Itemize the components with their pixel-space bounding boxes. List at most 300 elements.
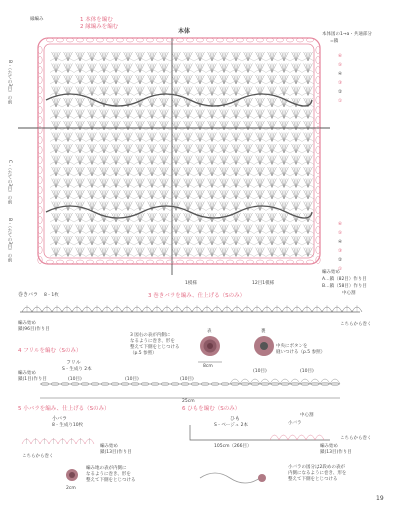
stitch-fan [134,248,146,257]
stitch-fan [242,144,254,153]
stitch-fan [278,213,290,222]
stitch-fan [254,144,266,153]
stitch-fan [302,133,314,142]
stitch-fan [302,190,314,199]
rose-note-2: なるように巻き、形を [130,339,175,344]
stitch-fan [218,225,230,234]
stitch-fan [194,156,206,165]
bottom-label-2: 12目1模様 [252,281,275,286]
stitch-fan [134,179,146,188]
stitch-fan [266,190,278,199]
start-note-3: B…鎖（58目）作り目 [322,284,367,289]
small-rose-note-1: 編み地の表が内側に [86,466,127,471]
rose-start-2: 鎖(96目)作り目 [18,327,50,332]
stitch-fan [74,225,86,234]
stitch-fan [230,75,242,84]
stitch-fan [230,144,242,153]
stitch-fan [266,121,278,130]
stitch-fan [146,98,158,107]
stitch-fan [158,110,170,119]
stitch-fan [290,236,302,245]
stitch-fan [230,52,242,61]
stitch-fan [122,121,134,130]
stitch-fan [50,75,62,84]
stitch-fan [158,121,170,130]
section-6-title: 6 ひもを編む（Sのみ） [182,406,241,412]
stitch-fan [122,167,134,176]
stitch-fan [278,121,290,130]
stitch-fan [158,144,170,153]
stitch-fan [134,202,146,211]
stitch-grid [50,52,314,257]
stitch-fan [302,64,314,73]
stitch-fan [98,167,110,176]
stitch-fan [50,225,62,234]
stitch-fan [86,167,98,176]
stitch-fan [98,156,110,165]
stitch-fan [230,236,242,245]
stitch-fan [110,248,122,257]
rose-note-1: 3 図右の表が内側に [130,333,171,338]
stitch-fan [110,87,122,96]
stitch-fan [278,133,290,142]
stitch-fan [206,121,218,130]
stitch-fan [98,225,110,234]
stitch-fan [98,236,110,245]
stitch-fan [50,52,62,61]
cord-chain-line [190,425,330,440]
rose-note-3: 整えて下側をとじつける [130,345,180,350]
stitch-fan [266,213,278,222]
stitch-fan [242,167,254,176]
stitch-fan [74,236,86,245]
stitch-fan [122,190,134,199]
row-num-top-6: ⑥ [338,54,343,59]
stitch-fan [158,167,170,176]
stitch-fan [242,133,254,142]
stitch-fan [230,156,242,165]
stitch-fan [98,121,110,130]
row-num-top-2: ② [338,90,343,95]
stitch-fan [194,179,206,188]
stitch-fan [194,121,206,130]
row-num-top-5: ⑤ [338,63,343,68]
stitch-fan [302,236,314,245]
stitch-fan [62,121,74,130]
stitch-fan [110,190,122,199]
section-5-title: 5 小バラを編み、仕上げる（Sのみ） [18,406,110,412]
stitch-fan [146,213,158,222]
cord-length: 105cm（266目） [214,444,252,449]
stitch-fan [98,133,110,142]
stitch-fan [146,121,158,130]
stitch-fan [182,133,194,142]
stitch-fan [194,190,206,199]
stitch-fan [242,225,254,234]
small-rose-sublabel: 8 - 生成り10枚 [52,423,84,428]
cord-rose-arch [315,435,324,440]
stitch-fan [230,248,242,257]
stitch-fan [146,52,158,61]
stitch-fan [218,52,230,61]
stitch-fan [146,156,158,165]
stitch-fan [134,236,146,245]
stitch-fan [230,225,242,234]
stitch-fan [206,52,218,61]
stitch-fan [110,236,122,245]
stitch-fan [194,133,206,142]
small-rose-size: 2cm [66,486,76,491]
stitch-fan [194,225,206,234]
stitch-fan [134,52,146,61]
stitch-fan [86,156,98,165]
stitch-fan [62,179,74,188]
stitch-fan [182,213,194,222]
stitch-fan [218,236,230,245]
stitch-fan [242,87,254,96]
stitch-fan [182,110,194,119]
stitch-fan [290,121,302,130]
stitch-fan [242,75,254,84]
legend-line-1: 本体図の1→a・共通部分 [322,32,372,37]
stitch-fan [290,225,302,234]
edging-label: 縁編み [30,17,44,22]
stitch-fan [218,190,230,199]
stitch-fan [86,110,98,119]
stitch-fan [146,110,158,119]
stitch-fan [134,110,146,119]
stitch-fan [86,179,98,188]
small-rose-start-1: 編み始め [100,444,118,449]
legend-line-2: =鎖 [330,39,339,44]
stitch-fan [122,110,134,119]
frill-rep-2: (10目) [125,377,139,382]
stitch-fan [62,167,74,176]
stitch-fan [158,248,170,257]
cord-direction: こちらから巻く [340,436,372,441]
stitch-fan [278,52,290,61]
stitch-fan [146,64,158,73]
stitch-fan [98,110,110,119]
start-note-1: 編み始め [322,270,340,275]
stitch-fan [278,75,290,84]
bottom-label-1: 1模様 [185,281,197,286]
stitch-fan [146,190,158,199]
stitch-fan [242,213,254,222]
stitch-fan [62,75,74,84]
stitch-fan [206,110,218,119]
stitch-fan [218,248,230,257]
stitch-fan [254,179,266,188]
stitch-fan [50,98,62,107]
stitch-fan [266,64,278,73]
stitch-fan [182,144,194,153]
stitch-fan [134,167,146,176]
stitch-fan [266,52,278,61]
stitch-fan [218,87,230,96]
stitch-fan [206,179,218,188]
stitch-fan [122,225,134,234]
stitch-fan [254,167,266,176]
stitch-fan [266,98,278,107]
stitch-fan [158,156,170,165]
stitch-fan [278,87,290,96]
stitch-fan [290,87,302,96]
stitch-fan [206,87,218,96]
stitch-fan [110,156,122,165]
stitch-fan [194,144,206,153]
stitch-fan [134,225,146,234]
stitch-fan [110,225,122,234]
stitch-fan [254,156,266,165]
row-num-top-1: ① [338,99,343,104]
stitch-fan [110,121,122,130]
stitch-fan [194,87,206,96]
stitch-fan [218,110,230,119]
stitch-fan [206,133,218,142]
stitch-fan [230,133,242,142]
stitch-fan [302,121,314,130]
stitch-fan [98,52,110,61]
stitch-fan [98,64,110,73]
stitch-fan [290,167,302,176]
stitch-fan [146,75,158,84]
stitch-fan [50,110,62,119]
stitch-fan [230,121,242,130]
stitch-fan [194,248,206,257]
stitch-fan [74,64,86,73]
stitch-fan [278,190,290,199]
cord-start-2: 鎖(13目)作り目 [320,450,352,455]
stitch-fan [302,110,314,119]
step-2-label: 2 縁編みを編む [80,24,119,30]
rose-back-illustration [254,336,274,356]
stitch-fan [86,121,98,130]
stitch-fan [254,98,266,107]
stitch-fan [74,248,86,257]
stitch-fan [158,179,170,188]
stitch-fan [62,144,74,153]
rose-front: 表 [207,329,212,334]
stitch-fan [290,248,302,257]
stitch-fan [302,179,314,188]
stitch-fan [158,213,170,222]
stitch-fan [290,52,302,61]
cord-sublabel: S - ベージュ 2本 [214,423,248,428]
stitch-fan [74,110,86,119]
stitch-fan [266,110,278,119]
stitch-fan [278,64,290,73]
stitch-fan [206,248,218,257]
stitch-fan [158,52,170,61]
stitch-fan [86,225,98,234]
stitch-fan [302,156,314,165]
cord-rose-arch [270,435,279,440]
rose-back: 裏 [261,329,266,334]
stitch-fan [254,64,266,73]
stitch-fan [242,64,254,73]
stitch-fan [134,133,146,142]
stitch-fan [254,248,266,257]
stitch-fan [182,179,194,188]
left-note-2: C・（たての3目）の前 [7,160,12,205]
frill-length: 25cm [182,399,195,404]
stitch-fan [86,133,98,142]
stitch-fan [122,87,134,96]
stitch-fan [146,167,158,176]
small-rose-illustration [66,469,78,481]
stitch-fan [302,87,314,96]
frill-sublabel: S - 生成り 2本 [62,367,92,372]
stitch-fan [134,121,146,130]
stitch-fan [266,236,278,245]
stitch-fan [242,121,254,130]
stitch-fan [182,64,194,73]
stitch-fan [278,248,290,257]
stitch-fan [182,248,194,257]
stitch-fan [278,225,290,234]
stitch-fan [86,248,98,257]
stitch-fan [230,179,242,188]
stitch-fan [254,213,266,222]
stitch-fan [146,236,158,245]
stitch-fan [98,190,110,199]
stitch-fan [62,225,74,234]
stitch-fan [278,144,290,153]
left-note-3: B・（たての3目）の前 [7,218,12,263]
cord-center: 中心割 [300,413,314,418]
stitch-fan [302,225,314,234]
small-rose-label: 小バラ [52,416,68,422]
stitch-fan [290,179,302,188]
stitch-fan [62,213,74,222]
stitch-fan [254,133,266,142]
row-num-top-3: ③ [338,81,343,86]
stitch-fan [278,156,290,165]
stitch-fan [74,121,86,130]
stitch-fan [218,156,230,165]
stitch-fan [266,248,278,257]
stitch-fan [290,133,302,142]
stitch-fan [158,190,170,199]
frill-rep-1: (10目) [68,377,82,382]
stitch-fan [50,179,62,188]
cord-end-note-2: 内側になるように巻き、形を [288,471,347,476]
stitch-fan [206,156,218,165]
stitch-fan [242,52,254,61]
stitch-fan [122,133,134,142]
stitch-fan [194,75,206,84]
stitch-fan [110,167,122,176]
stitch-fan [86,52,98,61]
stitch-fan [290,202,302,211]
cord-illustration [200,473,260,483]
stitch-fan [86,75,98,84]
stitch-fan [230,167,242,176]
stitch-fan [146,87,158,96]
stitch-fan [290,190,302,199]
cord-rose-arch [279,435,288,440]
stitch-fan [134,156,146,165]
stitch-fan [74,133,86,142]
stitch-fan [206,167,218,176]
rose-strip-sublabel: 8 - 1枚 [44,293,59,298]
stitch-fan [110,179,122,188]
stitch-fan [218,64,230,73]
cord-rose-chart [270,435,324,440]
stitch-fan [254,75,266,84]
cord-end-note-1: 小バラの図分は2段めの表が [288,465,345,470]
cord-label: ひも [230,416,241,422]
rose-note-4: （p.5 参照） [130,351,157,356]
stitch-fan [194,64,206,73]
stitch-fan [230,190,242,199]
stitch-fan [218,179,230,188]
stitch-fan [182,75,194,84]
stitch-fan [206,225,218,234]
stitch-fan [122,179,134,188]
stitch-fan [62,133,74,142]
stitch-fan [290,64,302,73]
stitch-fan [194,52,206,61]
stitch-fan [302,52,314,61]
stitch-fan [74,75,86,84]
stitch-fan [122,248,134,257]
stitch-fan [146,144,158,153]
cord-rose-illustration [258,474,266,482]
cord-rose-arch [306,435,315,440]
stitch-fan [122,202,134,211]
stitch-fan [206,75,218,84]
stitch-fan [278,236,290,245]
stitch-fan [254,121,266,130]
stitch-fan [98,248,110,257]
stitch-fan [86,64,98,73]
stitch-fan [98,144,110,153]
page-number: 19 [376,495,384,502]
stitch-fan [158,236,170,245]
stitch-fan [206,202,218,211]
rose-strip-chart [22,305,362,312]
stitch-fan [290,144,302,153]
stitch-fan [158,75,170,84]
stitch-fan [62,248,74,257]
stitch-fan [62,190,74,199]
stitch-fan [206,236,218,245]
stitch-fan [242,179,254,188]
rose-start-1: 編み始め [18,321,36,326]
stitch-fan [194,236,206,245]
stitch-fan [110,144,122,153]
row-num-bot-6: ⑥ [338,222,343,227]
stitch-fan [242,156,254,165]
stitch-fan [110,75,122,84]
small-rose-note-2: なるように巻き、形を [86,472,131,477]
stitch-fan [86,144,98,153]
row-num-top-4: ④ [338,72,343,77]
cord-rose-label: 小バラ [288,421,302,426]
stitch-fan [290,156,302,165]
stitch-fan [50,87,62,96]
stitch-fan [74,213,86,222]
stitch-fan [182,190,194,199]
stitch-fan [206,190,218,199]
stitch-fan [182,156,194,165]
chart-title: 本体 [178,28,191,35]
section-3-title: 3 巻きバラを編み、仕上げる（Sのみ） [148,293,246,299]
stitch-fan [290,75,302,84]
stitch-fan [266,225,278,234]
